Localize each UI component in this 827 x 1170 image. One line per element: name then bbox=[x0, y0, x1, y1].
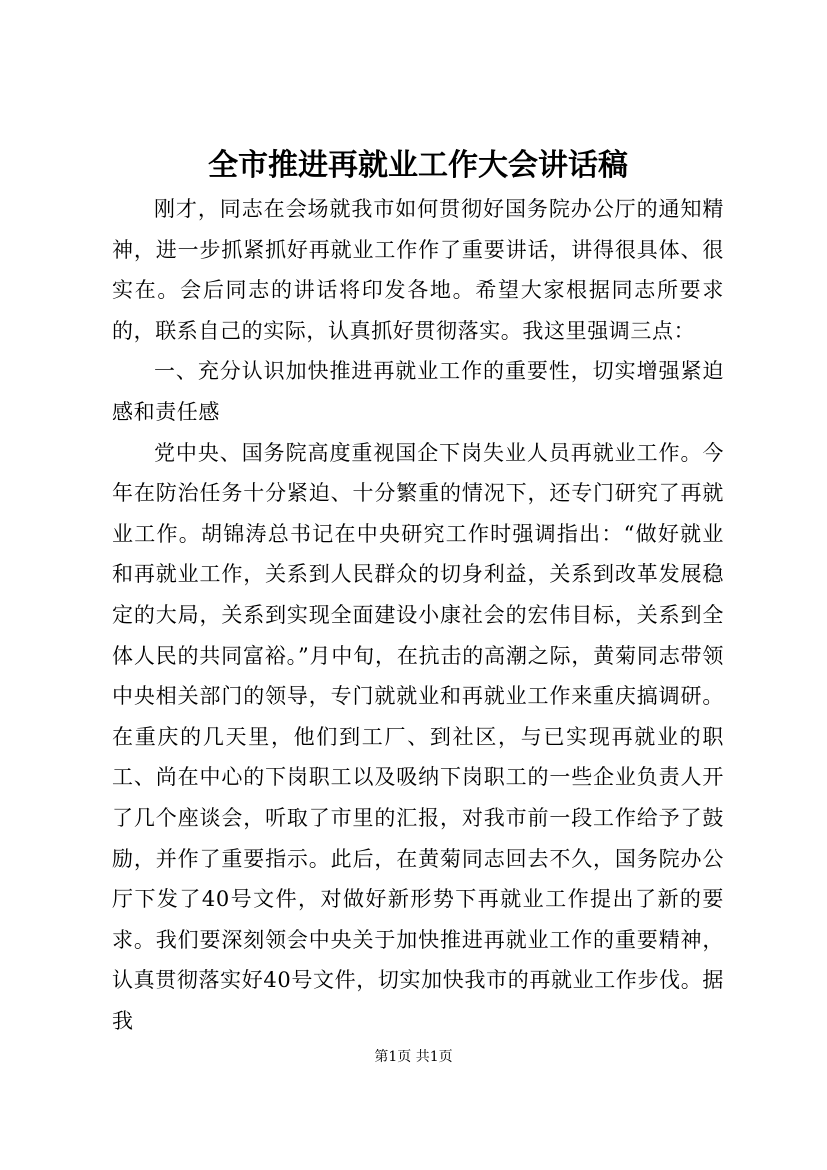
paragraph-intro: 刚才，同志在会场就我市如何贯彻好国务院办公厅的通知精神，进一步抓紧抓好再就业工作作了重要讲话，讲得很具体、很实在。会后同志的讲话将印发各地。希望大家根据同志所要求的，联系自己的实际，认真抓好贯彻落实。我这里强调三点： bbox=[112, 197, 724, 343]
page-number-footer: 第1页 共1页 bbox=[374, 1049, 453, 1065]
paragraph-heading-one: 一、充分认识加快推进再就业工作的重要性，切实增强紧迫感和责任感 bbox=[112, 359, 724, 424]
paragraph-main: 党中央、国务院高度重视国企下岗失业人员再就业工作。今年在防治任务十分紧迫、十分繁重的情况下，还专门研究了再就业工作。胡锦涛总书记在中央研究工作时强调指出：“做好就业和再就业工作，关系到人民群众的切身利益，关系到改革发展稳定的大局，关系到实现全面建设小康社会的宏伟目标，关系到全体人民的共同富裕。”月中旬，在抗击的高潮之际，黄菊同志带领中央相关部门的领导，专门就就业和再就业工作来重庆搞调研。在重庆的几天里，他们到工厂、到社区，与已实现再就业的职工、尚在中心的下岗职工以及吸纳下岗职工的一些企业负责人开了几个座谈会，听取了市里的汇报，对我市前一段工作给予了鼓励，并作了重要指示。此后，在黄菊同志回去不久，国务院办公厅下发了40号文件，对做好新形势下再就业工作提出了新的要求。我们要深刻领会中央关于加快推进再就业工作的重要精神，认真贯彻落实好40号文件，切实加快我市的再就业工作步伐。据我 bbox=[112, 440, 724, 1033]
document-title: 全市推进再就业工作大会讲话稿 bbox=[208, 148, 628, 183]
document-body bbox=[112, 189, 724, 1041]
